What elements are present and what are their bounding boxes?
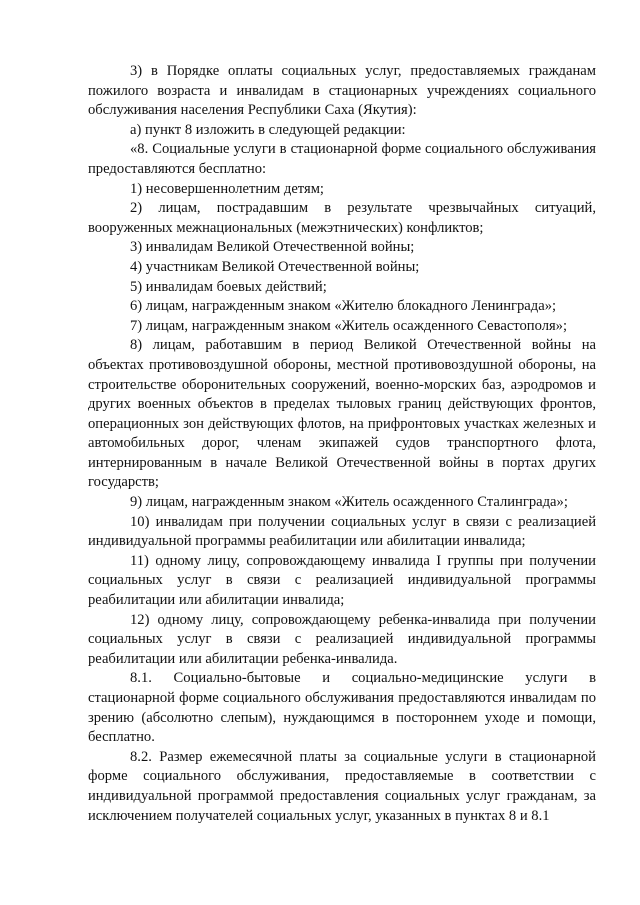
list-item-8: 8) лицам, работавшим в период Великой Отечественной войны на объектах противовоздушной обороны, местной противовоздушной обороны, на строительстве оборонительных сооружений, военно-морских баз, аэродромов и других военных объектов в пределах тыловых границ действующих фронтов, операционных зон действующих флотов, на прифронтовых участках железных и автомобильных дорог, членам экипажей судов транспортного флота, интернированным в начале Великой Отечественной войны в портах других государств; bbox=[88, 337, 596, 491]
paragraph-item-a: а) пункт 8 изложить в следующей редакции: bbox=[130, 121, 406, 138]
paragraph-clause-8-1: 8.1. Социально-бытовые и социально-медицинские услуги в стационарной форме социального обслуживания предоставляются инвалидам по зрению (абсолютно слепым), нуждающимся в постороннем уходе и помощи, бесплатно. bbox=[88, 670, 596, 746]
list-item-1: 1) несовершеннолетним детям; bbox=[130, 180, 324, 197]
list-item-3: 3) инвалидам Великой Отечественной войны; bbox=[130, 239, 415, 256]
list-item-2: 2) лицам, пострадавшим в результате чрезвычайных ситуаций, вооруженных межнациональных (межэтнических) конфликтов; bbox=[88, 200, 596, 236]
list-item-7: 7) лицам, награжденным знаком «Житель осажденного Севастополя»; bbox=[130, 317, 568, 334]
list-item-5: 5) инвалидам боевых действий; bbox=[130, 278, 327, 295]
list-item-11: 11) одному лицу, сопровождающему инвалида I группы при получении социальных услуг в связи с реализацией индивидуальной программы реабилитации или абилитации инвалида; bbox=[88, 552, 596, 609]
document-page bbox=[88, 62, 596, 826]
list-item-9: 9) лицам, награжденным знаком «Житель осажденного Сталинграда»; bbox=[130, 494, 568, 511]
paragraph-intro: 3) в Порядке оплаты социальных услуг, предоставляемых гражданам пожилого возраста и инвалидам в стационарных учреждениях социального обслуживания населения Республики Саха (Якутия): bbox=[88, 63, 596, 119]
list-item-6: 6) лицам, награжденным знаком «Жителю блокадного Ленинграда»; bbox=[130, 298, 557, 315]
list-item-12: 12) одному лицу, сопровождающему ребенка-инвалида при получении социальных услуг в связи с реализацией индивидуальной программы реабилитации или абилитации ребенка-инвалида. bbox=[88, 611, 596, 667]
list-item-4: 4) участникам Великой Отечественной войны; bbox=[130, 258, 420, 275]
paragraph-clause-8: «8. Социальные услуги в стационарной форме социального обслуживания предоставляются бесплатно: bbox=[88, 141, 596, 177]
paragraph-clause-8-2: 8.2. Размер ежемесячной платы за социальные услуги в стационарной форме социального обслуживания, предоставляемые в соответствии с индивидуальной программой предоставления социальных услуг гражданам, за исключением получателей социальных услуг, указанных в пунктах 8 и 8.1 bbox=[88, 748, 596, 824]
list-item-10: 10) инвалидам при получении социальных услуг в связи с реализацией индивидуальной программы реабилитации или абилитации инвалида; bbox=[88, 513, 596, 550]
